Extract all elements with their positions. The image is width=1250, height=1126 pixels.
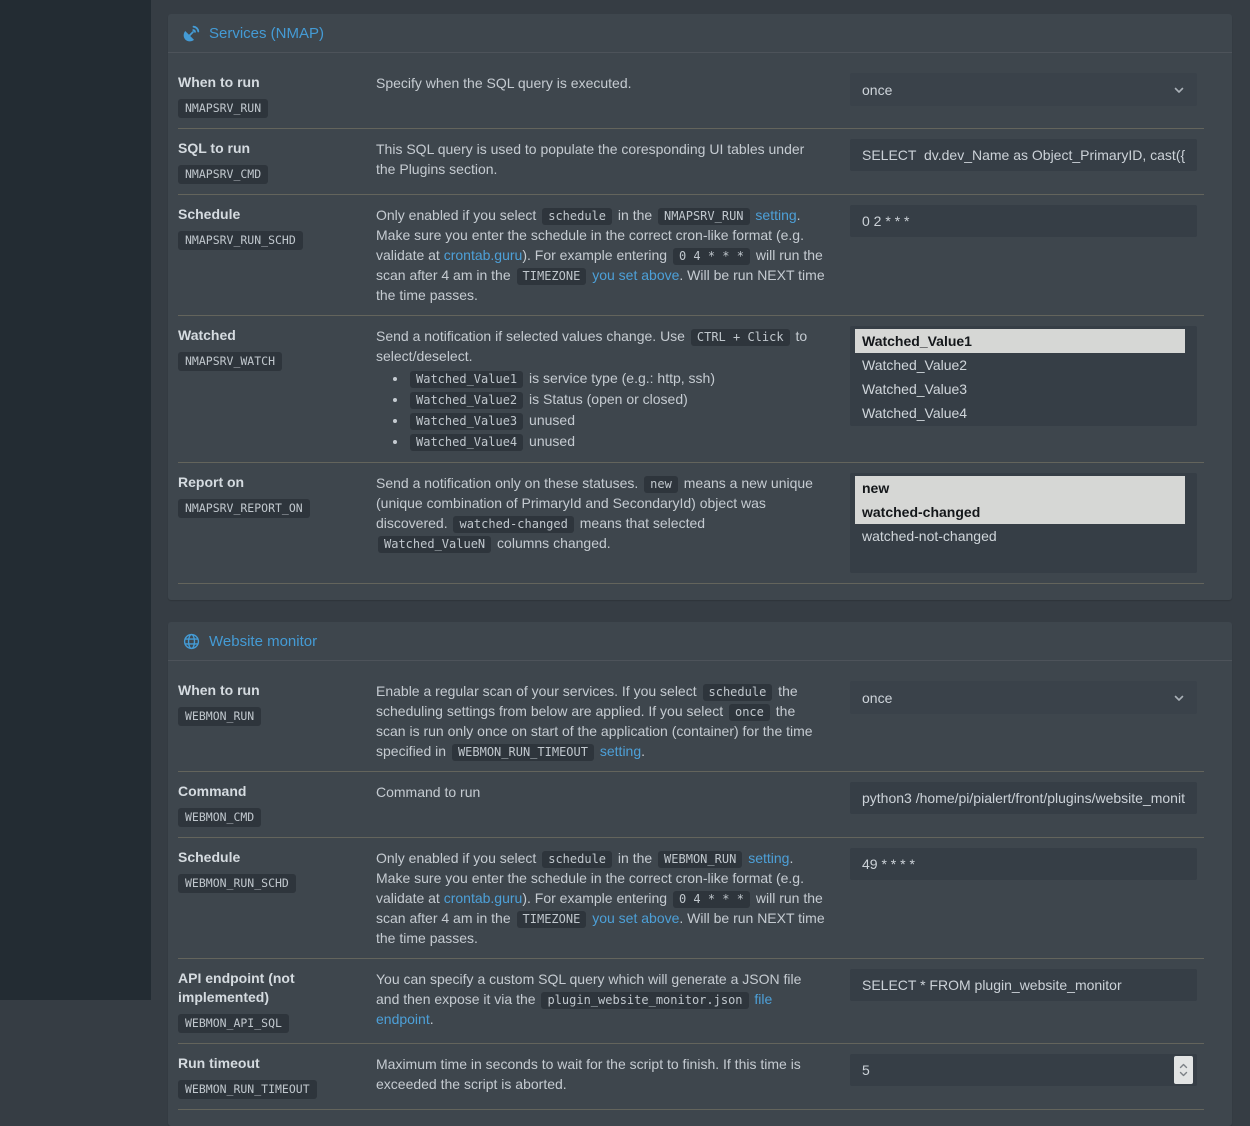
bullet-item: • Watched_Value2 is Status (open or closed) bbox=[408, 389, 826, 410]
setting-row-webmon-cmd bbox=[178, 771, 1204, 837]
option-new[interactable]: new bbox=[855, 476, 1185, 500]
setting-label: When to run bbox=[178, 682, 260, 698]
settings-table bbox=[178, 671, 1204, 1110]
setting-description bbox=[376, 780, 850, 827]
description-paragraph: Only enabled if you select schedule in the NMAPSRV_RUN setting. Make sure you enter the schedule in the correct cron-like format (e.g. validate at crontab.guru). For example entering 0 4 * * * will run the scan after 4 am in the TIMEZONE you set above. Will be run NEXT time the time passes. bbox=[376, 207, 825, 303]
panel-title: Website monitor bbox=[209, 632, 318, 650]
setting-row-nmapsrv-report-on bbox=[178, 462, 1204, 583]
panel-services-nmap bbox=[168, 14, 1232, 600]
bullet-item: • Watched_Value3 unused bbox=[408, 410, 826, 431]
description-paragraph: Maximum time in seconds to wait for the script to finish. If this time is exceeded the script is aborted. bbox=[376, 1056, 801, 1092]
option-Watched_Value3[interactable]: Watched_Value3 bbox=[862, 381, 968, 397]
setting-row-webmon-api-sql bbox=[178, 958, 1204, 1043]
option-Watched_Value2[interactable]: Watched_Value2 bbox=[862, 357, 968, 373]
text-input[interactable] bbox=[850, 969, 1197, 1001]
setting-description bbox=[376, 324, 850, 452]
setting-row-nmapsrv-watch bbox=[178, 315, 1204, 462]
description-paragraph: Send a notification if selected values change. Use CTRL + Click to select/deselect. bbox=[376, 328, 808, 364]
setting-label-cell bbox=[178, 137, 376, 184]
number-input[interactable] bbox=[850, 1054, 1197, 1086]
inline-link[interactable]: you set above bbox=[592, 267, 680, 283]
text-input[interactable] bbox=[850, 205, 1197, 237]
option-watched-not-changed[interactable]: watched-not-changed bbox=[862, 528, 997, 544]
setting-row-nmapsrv-run bbox=[178, 63, 1204, 128]
setting-label: When to run bbox=[178, 74, 260, 90]
description-paragraph: Enable a regular scan of your services. If you select schedule the scheduling settings from below are applied. If you select once the scan is run only once on start of the application (container) for the time specified in WEBMON_RUN_TIMEOUT setting. bbox=[376, 683, 813, 759]
setting-label-cell bbox=[178, 324, 376, 452]
setting-label: Watched bbox=[178, 327, 236, 343]
spinner-arrows-icon bbox=[1179, 1062, 1188, 1078]
setting-label-cell bbox=[178, 967, 376, 1033]
setting-control bbox=[850, 1052, 1204, 1099]
setting-description bbox=[376, 1052, 850, 1099]
setting-description bbox=[376, 203, 850, 305]
setting-key-chip: WEBMON_API_SQL bbox=[178, 1014, 289, 1033]
panel-body bbox=[168, 661, 1232, 1126]
description-paragraph: Only enabled if you select schedule in the WEBMON_RUN setting. Make sure you enter the schedule in the correct cron-like format (e.g. validate at crontab.guru). For example entering 0 4 * * * will run the scan after 4 am in the TIMEZONE you set above. Will be run NEXT time the time passes. bbox=[376, 850, 825, 946]
inline-code: schedule bbox=[542, 208, 612, 225]
setting-key-chip: WEBMON_RUN_SCHD bbox=[178, 874, 296, 893]
option-Watched_Value1[interactable]: Watched_Value1 bbox=[855, 329, 1185, 353]
left-sidebar bbox=[0, 0, 151, 1000]
inline-code: TIMEZONE bbox=[517, 268, 587, 285]
bullet-item: • Watched_Value1 is service type (e.g.: http, ssh) bbox=[408, 368, 826, 389]
setting-label-cell bbox=[178, 471, 376, 573]
inline-code: 0 4 * * * bbox=[673, 891, 750, 908]
inline-link[interactable]: setting bbox=[748, 850, 790, 866]
inline-code: Watched_ValueN bbox=[378, 536, 491, 553]
description-paragraph: Specify when the SQL query is executed. bbox=[376, 75, 632, 91]
setting-row-nmapsrv-cmd bbox=[178, 128, 1204, 194]
chevron-down-icon bbox=[1173, 84, 1185, 96]
inline-link[interactable]: setting bbox=[755, 207, 797, 223]
panel-header bbox=[168, 622, 1232, 661]
select-value: once bbox=[862, 689, 893, 706]
setting-control bbox=[850, 679, 1204, 761]
inline-code: Watched_Value1 bbox=[410, 371, 523, 388]
setting-label-cell bbox=[178, 780, 376, 827]
setting-control bbox=[850, 324, 1204, 452]
inline-link[interactable]: crontab.guru bbox=[443, 890, 523, 906]
inline-code: schedule bbox=[703, 684, 773, 701]
setting-label-cell bbox=[178, 679, 376, 761]
setting-control bbox=[850, 471, 1204, 573]
setting-row-webmon-run-timeout bbox=[178, 1043, 1204, 1109]
inline-code: plugin_website_monitor.json bbox=[541, 992, 748, 1009]
option-watched-changed[interactable]: watched-changed bbox=[855, 500, 1185, 524]
setting-label-cell bbox=[178, 203, 376, 305]
setting-label: Command bbox=[178, 783, 247, 799]
text-input[interactable] bbox=[850, 848, 1197, 880]
inline-code: schedule bbox=[542, 851, 612, 868]
settings-content bbox=[151, 0, 1250, 1096]
setting-description bbox=[376, 967, 850, 1033]
setting-key-chip: WEBMON_RUN_TIMEOUT bbox=[178, 1080, 317, 1099]
setting-label: SQL to run bbox=[178, 140, 251, 156]
inline-link[interactable]: crontab.guru bbox=[443, 247, 523, 263]
bullet-item: • Watched_Value4 unused bbox=[408, 431, 826, 452]
setting-row-webmon-run bbox=[178, 671, 1204, 771]
setting-label-cell bbox=[178, 846, 376, 948]
setting-label: Report on bbox=[178, 474, 245, 490]
description-paragraph: Send a notification only on these statuses. new means a new unique (unique combination of PrimaryId and SecondaryId) object was discovered. watched-changed means that selected Watched_ValueN columns changed. bbox=[376, 475, 813, 551]
inline-code: NMAPSRV_RUN bbox=[658, 208, 749, 225]
multiselect[interactable] bbox=[850, 326, 1197, 426]
inline-code: new bbox=[644, 476, 678, 493]
setting-control bbox=[850, 846, 1204, 948]
text-input[interactable] bbox=[850, 139, 1197, 171]
setting-control bbox=[850, 780, 1204, 827]
inline-code: Watched_Value3 bbox=[410, 413, 523, 430]
description-bullet-list bbox=[376, 368, 826, 452]
select-input[interactable] bbox=[850, 681, 1197, 714]
spinner-buttons[interactable] bbox=[1174, 1056, 1193, 1084]
chevron-down-icon bbox=[1173, 692, 1185, 704]
setting-key-chip: WEBMON_CMD bbox=[178, 808, 261, 827]
setting-row-webmon-run-schd bbox=[178, 837, 1204, 958]
inline-link[interactable]: you set above bbox=[592, 910, 680, 926]
inline-link[interactable]: file endpoint bbox=[376, 991, 773, 1027]
inline-code: WEBMON_RUN bbox=[658, 851, 742, 868]
inline-code: Watched_Value4 bbox=[410, 434, 523, 451]
inline-code: 0 4 * * * bbox=[673, 248, 750, 265]
inline-code: once bbox=[729, 704, 770, 721]
setting-control bbox=[850, 203, 1204, 305]
panel-website-monitor bbox=[168, 622, 1232, 1126]
setting-key-chip: NMAPSRV_WATCH bbox=[178, 352, 282, 371]
settings-table bbox=[178, 63, 1204, 584]
inline-link[interactable]: setting bbox=[599, 743, 642, 759]
setting-description bbox=[376, 846, 850, 948]
setting-label: Schedule bbox=[178, 849, 241, 865]
panel-header bbox=[168, 14, 1232, 53]
inline-code: CTRL + Click bbox=[691, 329, 790, 346]
setting-label: Run timeout bbox=[178, 1055, 260, 1071]
text-input[interactable] bbox=[850, 782, 1197, 814]
setting-row-nmapsrv-run-schd bbox=[178, 194, 1204, 315]
setting-label: Schedule bbox=[178, 206, 241, 222]
number-value: 5 bbox=[862, 1062, 870, 1078]
panel-title: Services (NMAP) bbox=[209, 24, 325, 42]
globe-icon bbox=[183, 633, 200, 650]
setting-control bbox=[850, 71, 1204, 118]
inline-code: TIMEZONE bbox=[517, 911, 587, 928]
setting-key-chip: NMAPSRV_RUN_SCHD bbox=[178, 231, 303, 250]
setting-key-chip: NMAPSRV_CMD bbox=[178, 165, 268, 184]
setting-label-cell bbox=[178, 71, 376, 118]
description-paragraph: Command to run bbox=[376, 784, 481, 800]
satellite-dish-icon bbox=[183, 25, 200, 42]
setting-description bbox=[376, 471, 850, 573]
inline-code: watched-changed bbox=[453, 516, 573, 533]
inline-code: WEBMON_RUN_TIMEOUT bbox=[452, 744, 594, 761]
setting-description bbox=[376, 137, 850, 184]
setting-description bbox=[376, 71, 850, 118]
inline-code: Watched_Value2 bbox=[410, 392, 523, 409]
select-input[interactable] bbox=[850, 73, 1197, 106]
setting-key-chip: WEBMON_RUN bbox=[178, 707, 261, 726]
panel-body bbox=[168, 53, 1232, 600]
setting-control bbox=[850, 967, 1204, 1033]
setting-control bbox=[850, 137, 1204, 184]
description-paragraph: You can specify a custom SQL query which will generate a JSON file and then expose it via the plugin_website_monitor.json file endpoint. bbox=[376, 971, 802, 1027]
multiselect[interactable] bbox=[850, 473, 1197, 573]
option-Watched_Value4[interactable]: Watched_Value4 bbox=[862, 405, 968, 421]
setting-label: API endpoint (not implemented) bbox=[178, 970, 295, 1005]
setting-key-chip: NMAPSRV_REPORT_ON bbox=[178, 499, 310, 518]
setting-label-cell bbox=[178, 1052, 376, 1099]
setting-key-chip: NMAPSRV_RUN bbox=[178, 99, 268, 118]
setting-description bbox=[376, 679, 850, 761]
description-paragraph: This SQL query is used to populate the coresponding UI tables under the Plugins section. bbox=[376, 141, 805, 177]
select-value: once bbox=[862, 81, 893, 98]
